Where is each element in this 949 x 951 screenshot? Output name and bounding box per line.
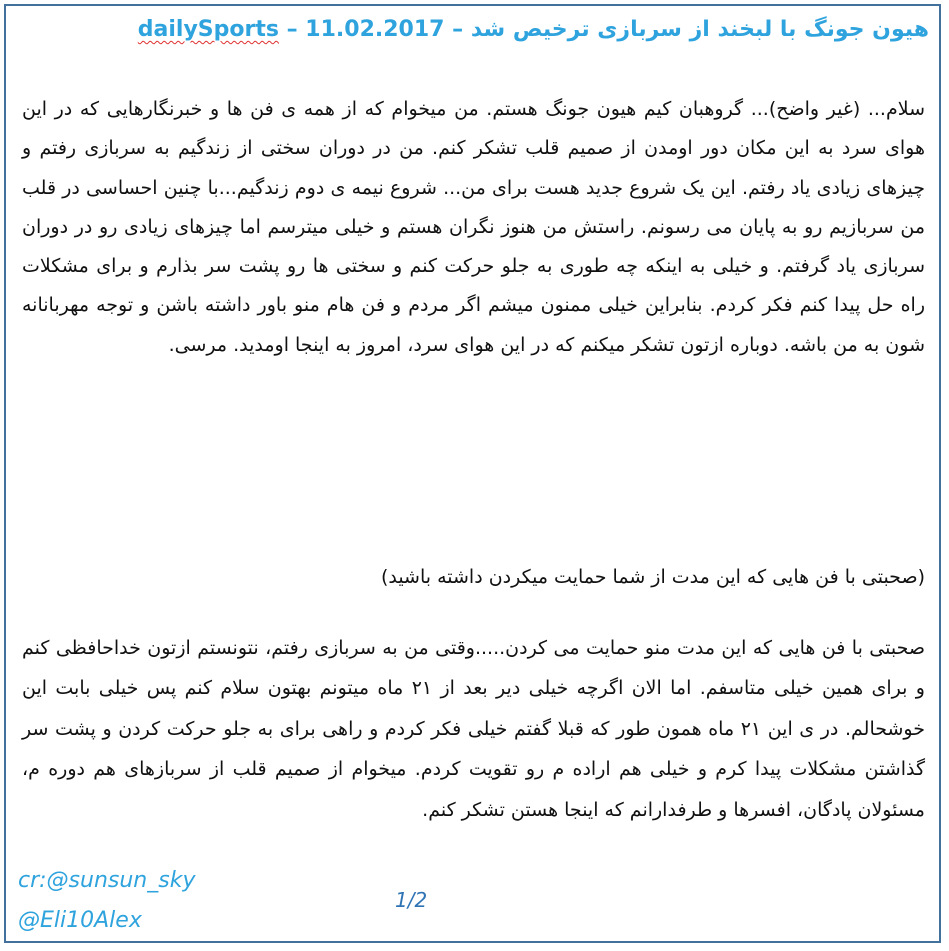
document-title <box>30 14 929 46</box>
paragraph-2: (صحبتی با فن هایی که این مدت از شما حمایت میکردن داشته باشید) <box>380 566 925 588</box>
title-date: 11.02.2017 <box>305 17 445 42</box>
page-number: 1/2 <box>395 888 428 912</box>
credit-translator: cr:@sunsun_sky <box>18 868 196 893</box>
credit-account: @Eli10Alex <box>18 908 142 933</box>
paragraph-1: سلام... (غیر واضح)... گروهبان کیم هیون جونگ هستم. من میخوام که از همه ی فن ها و خبرنگارهایی که در این هوای سرد به این مکان دور اومدن از صمیم قلب تشکر کنم. من در دوران سختی از زندگیم به سربازی رفتم و چیزهای زیادی یاد رفتم. این یک شروع جدید هست برای من... شروع نیمه ی دوم زندگیم...با چنین احساسی در قلب من سربازیم رو به پایان می رسونم. راستش من هنوز نگران هستم و خیلی میترسم اما چیزهای زیادی رو در دوران سربازی یاد گرفتم. و خیلی به اینکه چه طوری به جلو حرکت کنم و سختی ها رو پشت سر بذارم و برای مشکلات راه حل پیدا کنم فکر کردم. بنابراین خیلی ممنون میشم اگر مردم و فن هام منو باور داشته باشن و توجه مهربانانه شون به من باشه. دوباره ازتون تشکر میکنم که در این هوای سرد، امروز به اینجا اومدید. مرسی. <box>22 98 925 356</box>
title-text: هیون جونگ با لبخند از سربازی ترخیص شد <box>470 17 929 42</box>
paragraph-3: صحبتی با فن هایی که این مدت منو حمایت می کردن.....وقتی من به سربازی رفتم، نتونستم ازتون خداحافظی کنم و برای همین خیلی متاسفم. اما الان اگرچه خیلی دیر بعد از ۲۱ ماه میتونم بهتون سلام کنم پس خیلی بابت این خوشحالم. در ی این ۲۱ ماه همون طور که قبلا گفتم خیلی فکر کردم و راهی برای به جلو حرکت کردن و پشت سر گذاشتن مشکلات پیدا کرم و خیلی هم اراده م رو تقویت کردم. میخوام از صمیم قلب از سربازهای هم دوره م، مسئولان پادگان، افسرها و طرفدارانم که اینجا هستن تشکر کنم. <box>22 637 925 821</box>
title-separator: – <box>444 17 471 42</box>
title-separator-2: – <box>278 17 306 42</box>
source-name: dailySports <box>137 17 279 42</box>
